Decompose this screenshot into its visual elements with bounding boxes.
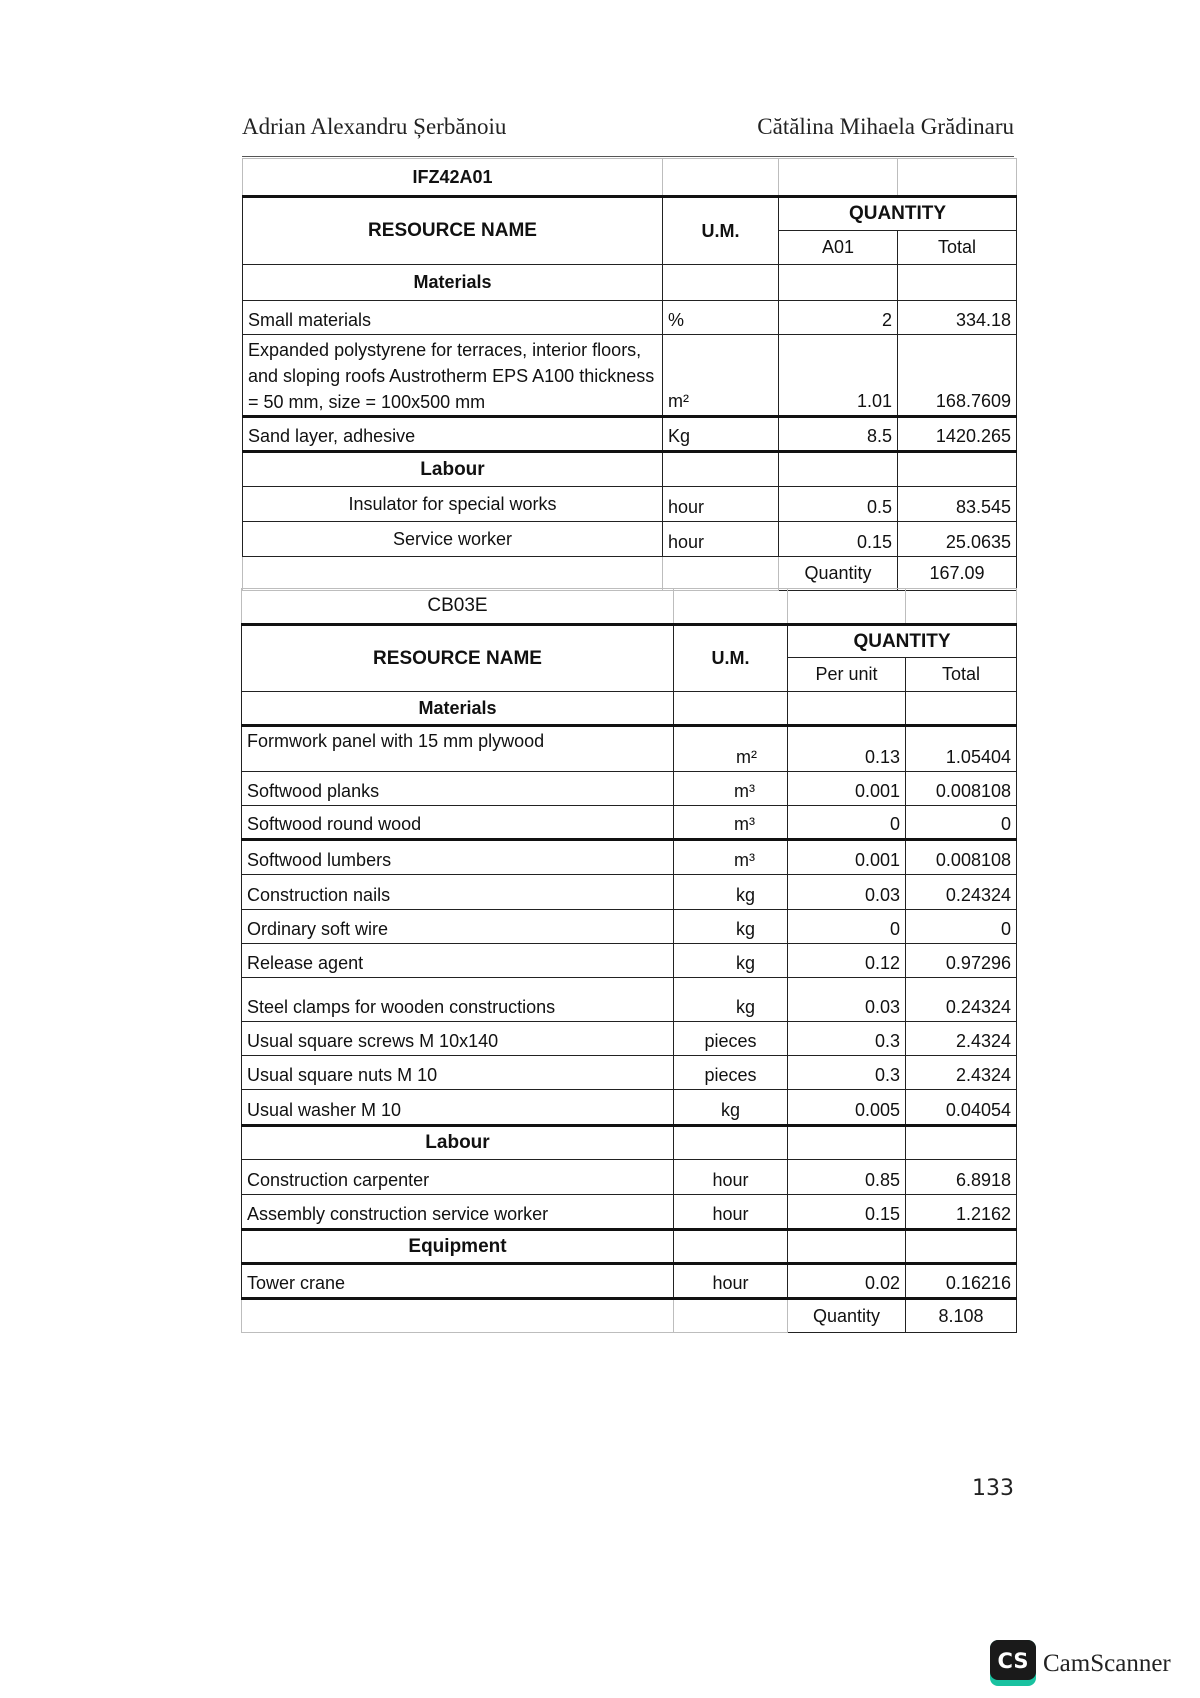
col-total: Total bbox=[898, 231, 1017, 265]
table-code-row bbox=[242, 589, 1017, 625]
col-total: Total bbox=[906, 658, 1017, 692]
quantity-row bbox=[242, 1299, 1017, 1333]
quantity-value: 8.108 bbox=[906, 1299, 1017, 1333]
table-row: Softwood round wood m³ 0 0 bbox=[242, 806, 1017, 840]
section-materials: Materials bbox=[242, 692, 674, 726]
quantity-label: Quantity bbox=[788, 1299, 906, 1333]
header-row bbox=[242, 625, 1017, 658]
running-header bbox=[242, 110, 1014, 159]
table-row: Construction nails kg 0.03 0.24324 bbox=[242, 875, 1017, 910]
col-quantity: QUANTITY bbox=[788, 625, 1017, 658]
section-row bbox=[242, 1230, 1017, 1264]
col-per-unit: Per unit bbox=[788, 658, 906, 692]
table-row: Tower crane hour 0.02 0.16216 bbox=[242, 1264, 1017, 1299]
table-row: Sand layer, adhesive Kg 8.5 1420.265 bbox=[243, 417, 1017, 452]
section-labour: Labour bbox=[243, 452, 663, 487]
col-resource-name: RESOURCE NAME bbox=[243, 197, 663, 265]
camscanner-watermark: CamScanner bbox=[1043, 1650, 1171, 1677]
page-number: 133 bbox=[972, 1476, 1014, 1501]
col-resource-name: RESOURCE NAME bbox=[242, 625, 674, 692]
table-row: Small materials % 2 334.18 bbox=[243, 301, 1017, 335]
table-row: Steel clamps for wooden constructions kg 0.03 0.24324 bbox=[242, 978, 1017, 1022]
header-author-right: Cătălina Mihaela Grădinaru bbox=[757, 114, 1014, 139]
table-row: Usual washer M 10 kg 0.005 0.04054 bbox=[242, 1090, 1017, 1126]
col-um: U.M. bbox=[674, 625, 788, 692]
logo-lettering: CS bbox=[997, 1649, 1029, 1673]
table-row: Expanded polystyrene for terraces, interior floors, and sloping roofs Austrotherm EPS A100 thickness = 50 mm, size = 100x500 mm m² 1.01 168.7609 bbox=[243, 335, 1017, 417]
section-row bbox=[242, 1126, 1017, 1160]
table-row: Assembly construction service worker hour 0.15 1.2162 bbox=[242, 1195, 1017, 1230]
table-row: Softwood lumbers m³ 0.001 0.008108 bbox=[242, 840, 1017, 875]
section-labour: Labour bbox=[242, 1126, 674, 1160]
quantity-value: 167.09 bbox=[898, 557, 1017, 591]
table-code: CB03E bbox=[242, 589, 674, 625]
quantity-label: Quantity bbox=[779, 557, 898, 591]
table-row: Usual square screws M 10x140 pieces 0.3 2.4324 bbox=[242, 1022, 1017, 1056]
table-row: Usual square nuts M 10 pieces 0.3 2.4324 bbox=[242, 1056, 1017, 1090]
resource-table-ifz42a01 bbox=[242, 158, 1017, 591]
header-author-left: Adrian Alexandru Șerbănoiu bbox=[242, 114, 507, 139]
table-row: Formwork panel with 15 mm plywood m² 0.13 1.05404 bbox=[242, 726, 1017, 772]
quantity-row bbox=[243, 557, 1017, 591]
section-materials: Materials bbox=[243, 265, 663, 301]
table-code: IFZ42A01 bbox=[243, 159, 663, 197]
table-row: Softwood planks m³ 0.001 0.008108 bbox=[242, 772, 1017, 806]
table-row: Service worker hour 0.15 25.0635 bbox=[243, 522, 1017, 557]
table-row: Insulator for special works hour 0.5 83.545 bbox=[243, 487, 1017, 522]
col-quantity: QUANTITY bbox=[779, 197, 1017, 231]
table-row: Release agent kg 0.12 0.97296 bbox=[242, 944, 1017, 978]
table-row: Construction carpenter hour 0.85 6.8918 bbox=[242, 1160, 1017, 1195]
section-row bbox=[243, 265, 1017, 301]
camscanner-logo-icon bbox=[990, 1640, 1036, 1686]
section-equipment: Equipment bbox=[242, 1230, 674, 1264]
col-um: U.M. bbox=[663, 197, 779, 265]
section-row bbox=[243, 452, 1017, 487]
header-row bbox=[243, 197, 1017, 231]
section-row bbox=[242, 692, 1017, 726]
table-code-row bbox=[243, 159, 1017, 197]
table-row: Ordinary soft wire kg 0 0 bbox=[242, 910, 1017, 944]
resource-table-cb03e bbox=[241, 588, 1017, 1333]
col-a01: A01 bbox=[779, 231, 898, 265]
